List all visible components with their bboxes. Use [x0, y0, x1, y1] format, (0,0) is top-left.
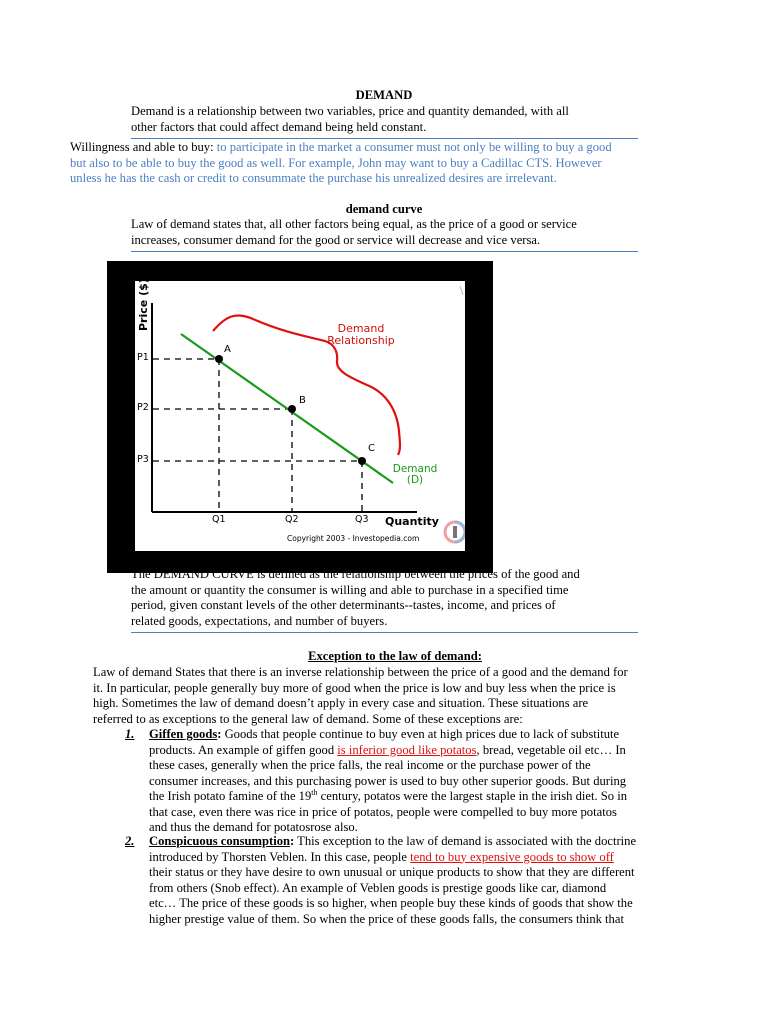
highlighted-text: is inferior good like potatos — [337, 742, 477, 757]
item-text: these cases, generally when the price falls, the real income or the purchase power of the — [149, 758, 591, 772]
list-number: 1. — [125, 727, 135, 741]
item-text: consumer increases, and this purchasing power is used to buy other superior goods. But during — [149, 773, 627, 788]
page-title: DEMAND — [355, 88, 413, 102]
intro-line: Demand is a relationship between two variables, price and quantity demanded, with all — [131, 104, 569, 118]
term-colon: : — [290, 834, 295, 848]
relationship-label-line: Relationship — [327, 334, 395, 347]
law-line: Law of demand states that, all other factors being equal, as the price of a good or service — [131, 217, 577, 231]
curve-definition-paragraph — [131, 567, 580, 629]
x-axis-label: Quantity — [385, 515, 439, 528]
willingness-text: but also to be able to buy the good as well. For example, John may want to buy a Cadillac CTS. However — [70, 155, 602, 170]
list-item-giffen-goods — [149, 727, 698, 836]
divider — [131, 632, 638, 633]
willingness-label: Willingness and able to buy: — [70, 140, 217, 154]
conspicuous-consumption-term: Conspicuous consumption — [149, 834, 291, 848]
item-text: and thus the demand for potatosrose also. — [149, 820, 358, 834]
decoration — [460, 286, 463, 295]
curve-def-line: period, given constant levels of the other determinants--tastes, income, and prices of — [131, 598, 556, 612]
price-label-p1: P1 — [137, 352, 149, 363]
law-paragraph — [131, 217, 577, 248]
point-label-c: C — [368, 443, 375, 454]
item-text: , bread, vegetable oil etc… In — [476, 742, 626, 757]
y-axis-label: Price ($) — [137, 278, 150, 331]
quantity-label-q2: Q2 — [285, 514, 299, 525]
item-text: etc… The price of these goods is so higher, when people buy these kinds of goods that show the — [149, 896, 633, 910]
willingness-paragraph — [70, 140, 612, 187]
item-text: Goods that people continue to buy even at high prices due to lack of substitute — [221, 727, 620, 741]
law-line: increases, consumer demand for the good or service will decrease and vice versa. — [131, 232, 541, 247]
curve-def-line: the amount or quantity the consumer is willing and able to purchase in a specified time — [131, 582, 569, 597]
item-text: that case, even there was rice in price of potatos, people were compelled to buy more potatos — [149, 804, 617, 819]
price-label-p3: P3 — [137, 454, 149, 465]
demand-chart-frame — [107, 261, 493, 573]
giffen-goods-term: Giffen goods — [149, 727, 218, 741]
willingness-text: to participate in the market a consumer must not only be willing to buy a good — [216, 140, 612, 154]
exception-heading: Exception to the law of demand: — [308, 649, 482, 663]
curve-def-line: The DEMAND CURVE is defined as the relationship between the prices of the good and — [131, 567, 580, 581]
exception-paragraph — [93, 665, 698, 727]
item-text: their status or they have desire to own unusual or unique products to show that they are different — [149, 865, 635, 879]
exception-line: it. In particular, people generally buy more of good when the price is low and buy less when the price is — [93, 680, 616, 695]
quantity-label-q3: Q3 — [355, 514, 369, 525]
demand-chart-svg — [135, 278, 465, 551]
demand-relationship-label — [311, 323, 411, 347]
copyright-text: Copyright 2003 - Investopedia.com — [287, 534, 420, 543]
list-number: 2. — [125, 834, 135, 848]
guide-lines — [153, 359, 362, 511]
point-a — [215, 355, 223, 363]
point-b — [288, 405, 296, 413]
item-text: the Irish potato famine of the 19 — [149, 789, 312, 803]
term-colon: : — [217, 727, 222, 741]
point-label-b: B — [299, 395, 306, 406]
willingness-text: unless he has the cash or credit to consummate the purchase his unrealized desires are irrelevant. — [70, 171, 557, 185]
item-text: products. An example of giffen good — [149, 742, 338, 757]
demand-curve-heading: demand curve — [345, 202, 423, 216]
superscript: th — [311, 787, 318, 797]
exception-line: high. Sometimes the law of demand doesn’t apply in every case and situation. These situations are — [93, 696, 589, 710]
quantity-label-q1: Q1 — [212, 514, 226, 525]
curve-def-line: related goods, expectations, and number of buyers. — [131, 613, 388, 628]
intro-line: other factors that could affect demand being held constant. — [131, 119, 427, 134]
point-label-a: A — [224, 344, 231, 355]
divider — [131, 138, 638, 139]
curve-label-line: (D) — [406, 474, 424, 486]
demand-chart — [135, 278, 465, 551]
item-text: from others (Snob effect). An example of Veblen goods is prestige goods like car, diamond — [149, 880, 607, 895]
price-label-p2: P2 — [137, 402, 149, 413]
divider — [131, 251, 638, 252]
curve-label-line: Demand — [392, 463, 438, 475]
item-text: century, potatos were the largest staple in the irish diet. So in — [317, 789, 628, 803]
item-text: introduced by Thorsten Veblen. In this case, people — [149, 849, 411, 864]
exception-line: Law of demand States that there is an inverse relationship between the price of a good and the demand for — [93, 665, 628, 679]
intro-paragraph — [131, 104, 569, 135]
item-text: This exception to the law of demand is associated with the doctrine — [294, 834, 637, 848]
item-text: higher prestige value of them. So when the price of these goods falls, the consumers think that — [149, 911, 624, 926]
highlighted-text: tend to buy expensive goods to show off — [410, 849, 614, 864]
demand-curve-label — [389, 464, 441, 486]
relationship-label-line: Demand — [337, 322, 385, 335]
point-c — [358, 457, 366, 465]
exception-line: referred to as exceptions to the general law of demand. Some of these exceptions are: — [93, 711, 523, 726]
investopedia-logo-icon — [445, 522, 465, 542]
list-item-conspicuous-consumption — [149, 834, 698, 927]
